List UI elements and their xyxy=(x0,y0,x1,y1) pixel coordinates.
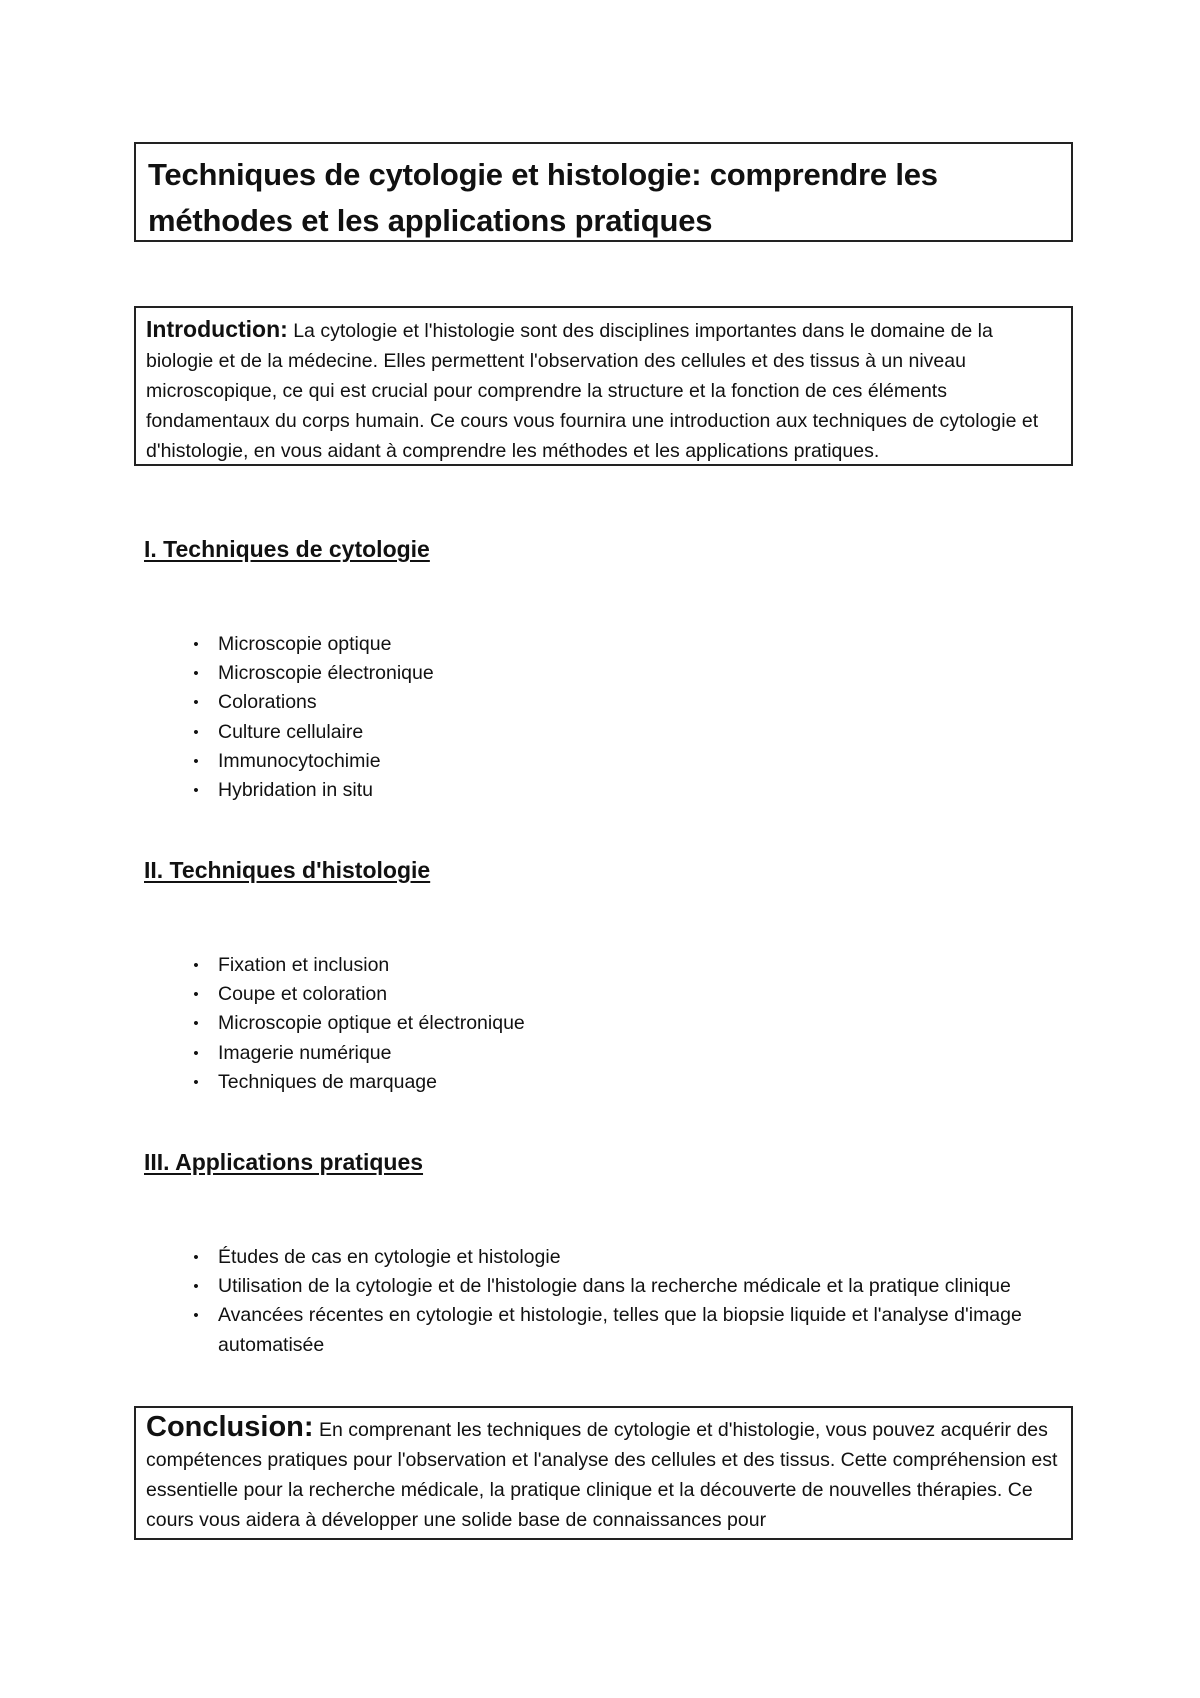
bullet-icon: • xyxy=(193,636,199,653)
bullet-icon: • xyxy=(193,986,199,1004)
section-heading-applications: III. Applications pratiques xyxy=(144,1149,424,1175)
list-item: • Coupe et coloration xyxy=(186,980,1066,1009)
list-item: • Hybridation in situ xyxy=(186,776,1066,805)
bullet-icon: • xyxy=(193,723,199,741)
introduction-label: Introduction: xyxy=(146,316,288,342)
list-item: • Colorations xyxy=(186,688,1066,717)
conclusion-paragraph xyxy=(146,1412,1061,1535)
bullet-icon: • xyxy=(193,1278,199,1296)
list-item: • Imagerie numérique xyxy=(186,1039,1066,1068)
bullet-icon: • xyxy=(193,752,199,770)
list-cytologie xyxy=(186,630,1066,805)
list-item: • Immunocytochimie xyxy=(186,747,1066,776)
list-item: • Microscopie optique et électronique xyxy=(186,1009,1066,1038)
document-title: Techniques de cytologie et histologie: comprendre les méthodes et les applications pratiques xyxy=(148,157,938,238)
list-histologie xyxy=(186,951,1066,1097)
bullet-icon: • xyxy=(193,1015,199,1033)
bullet-icon: • xyxy=(193,1044,199,1062)
section-heading-cytologie: I. Techniques de cytologie xyxy=(144,536,430,562)
list-item: • Microscopie optique xyxy=(186,630,1066,659)
conclusion-label: Conclusion: xyxy=(146,1411,314,1443)
bullet-icon: • xyxy=(193,665,199,683)
list-item: • Culture cellulaire xyxy=(186,718,1066,747)
bullet-icon: • xyxy=(193,1249,199,1266)
list-applications xyxy=(186,1243,1066,1360)
conclusion-text: En comprenant les techniques de cytologie et d'histologie, vous pouvez acquérir des compétences pratiques pour l'observation et l'analyse des cellules et des tissus. Cette compréhension est essentielle pour la recherche médicale, la pratique clinique et la découverte de nouvelles thérapies. Ce cours vous aidera à développer une solide base de connaissances pour xyxy=(146,1419,1058,1531)
conclusion-box xyxy=(134,1406,1073,1540)
introduction-paragraph xyxy=(146,314,1061,466)
section-heading-histologie: II. Techniques d'histologie xyxy=(144,857,431,883)
list-item: • Utilisation de la cytologie et de l'histologie dans la recherche médicale et la pratique clinique xyxy=(186,1272,1066,1301)
bullet-icon: • xyxy=(193,694,199,712)
list-item: • Microscopie électronique xyxy=(186,659,1066,688)
bullet-icon: • xyxy=(193,1073,199,1091)
bullet-icon: • xyxy=(193,1307,199,1325)
bullet-icon: • xyxy=(193,782,199,800)
bullet-icon: • xyxy=(193,957,199,974)
list-item: • Techniques de marquage xyxy=(186,1068,1066,1097)
introduction-box xyxy=(134,306,1073,466)
title-box xyxy=(134,142,1073,242)
introduction-text: La cytologie et l'histologie sont des disciplines importantes dans le domaine de la biologie et de la médecine. Elles permettent l'observation des cellules et des tissus à un niveau microscopique, ce qui est crucial pour comprendre la structure et la fonction de ces éléments fondamentaux du corps humain. Ce cours vous fournira une introduction aux techniques de cytologie et d'histologie, en vous aidant à comprendre les méthodes et les applications pratiques. xyxy=(146,320,1039,462)
list-item: • Avancées récentes en cytologie et histologie, telles que la biopsie liquide et l'analyse d'image automatisée xyxy=(186,1301,1066,1359)
list-item: • Fixation et inclusion xyxy=(186,951,1066,980)
list-item: • Études de cas en cytologie et histologie xyxy=(186,1243,1066,1272)
